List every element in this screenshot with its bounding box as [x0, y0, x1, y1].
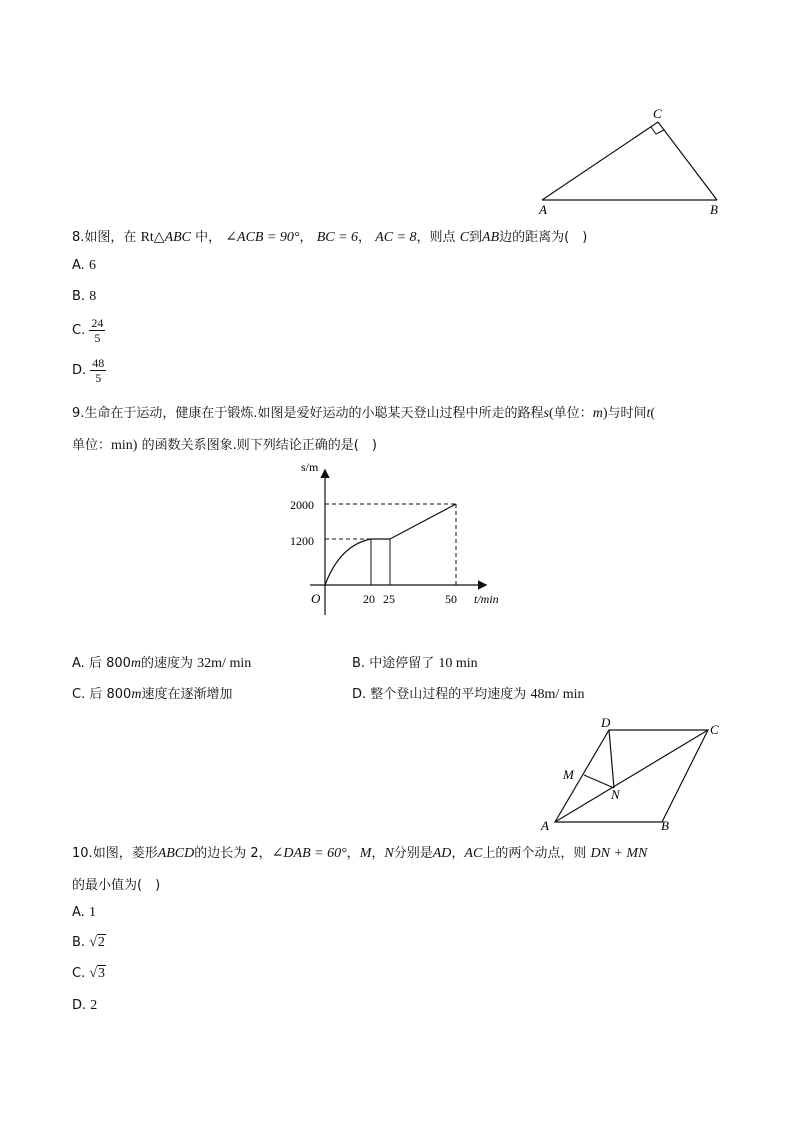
q9-stem-line1: 9.生命在于运动，健康在于锻炼.如图是爱好运动的小聪某天登山过程中所走的路程s(单位：m)与时间t(: [72, 406, 656, 421]
fraction: $\frac{48}{5}$: [92, 356, 105, 385]
q8-option-b[interactable]: B. 8: [72, 289, 97, 304]
side-bc: [658, 122, 717, 200]
segment-mn: [584, 775, 614, 788]
label-a: A: [539, 202, 547, 217]
q8-triangle-figure: [530, 100, 730, 220]
segment-dn: [609, 730, 614, 788]
sqrt: √2: [89, 935, 105, 950]
label-m: M: [563, 767, 574, 782]
q10-option-d[interactable]: D. 2: [72, 998, 98, 1013]
x-tick-50: 50: [445, 592, 457, 606]
q10-option-c[interactable]: C. √3: [72, 966, 106, 981]
label-c: C: [653, 106, 662, 121]
fraction: $\frac{24}{5}$: [91, 316, 104, 345]
y-tick-1200: 1200: [290, 534, 314, 548]
q10-option-b[interactable]: B. √2: [72, 935, 105, 950]
x-tick-20: 20: [363, 592, 375, 606]
q9-option-b[interactable]: B. 中途停留了 10 min: [352, 656, 478, 671]
curve-segment: [325, 539, 371, 585]
side-ac: [542, 122, 658, 200]
label-c: C: [710, 722, 719, 737]
label-b: B: [710, 202, 718, 217]
q8-option-a[interactable]: A. 6: [72, 258, 96, 273]
q8-option-c[interactable]: C. $\frac{24}{5}$: [72, 316, 104, 345]
label-d: D: [601, 715, 611, 730]
x-tick-25: 25: [383, 592, 395, 606]
q8-option-d[interactable]: D. $\frac{48}{5}$: [72, 356, 105, 385]
q10-option-a[interactable]: A. 1: [72, 905, 96, 920]
q9-graph: [270, 455, 520, 620]
q10-stem-line2: 的最小值为( ): [72, 878, 161, 893]
q10-stem-line1: 10.如图，菱形ABCD的边长为 2，∠DAB = 60°，M，N分别是AD，AC上的两个动点，则 DN + MN: [72, 846, 648, 861]
y-tick-2000: 2000: [290, 498, 314, 512]
label-a: A: [541, 818, 549, 833]
q8-stem: 8.如图，在 Rt△ABC 中， ∠ACB = 90°， BC = 6， AC = 8，则点 C到AB边的距离为( ): [72, 230, 588, 245]
q9-option-d[interactable]: D. 整个登山过程的平均速度为 48m/ min: [352, 687, 585, 702]
q9-option-a[interactable]: A. 后 800m的速度为 32m/ min: [72, 656, 252, 671]
origin-label: O: [311, 591, 321, 606]
final-segment: [390, 504, 456, 539]
label-b: B: [661, 818, 669, 833]
x-axis-label: t/min: [474, 592, 499, 606]
sqrt: √3: [89, 966, 106, 981]
label-n: N: [611, 787, 620, 802]
q10-rhombus-figure: [535, 712, 725, 834]
y-axis-label: s/m: [301, 460, 319, 474]
q9-option-c[interactable]: C. 后 800m速度在逐渐增加: [72, 687, 233, 702]
q9-stem-line2: 单位：min) 的函数关系图象.则下列结论正确的是( ): [72, 438, 377, 453]
